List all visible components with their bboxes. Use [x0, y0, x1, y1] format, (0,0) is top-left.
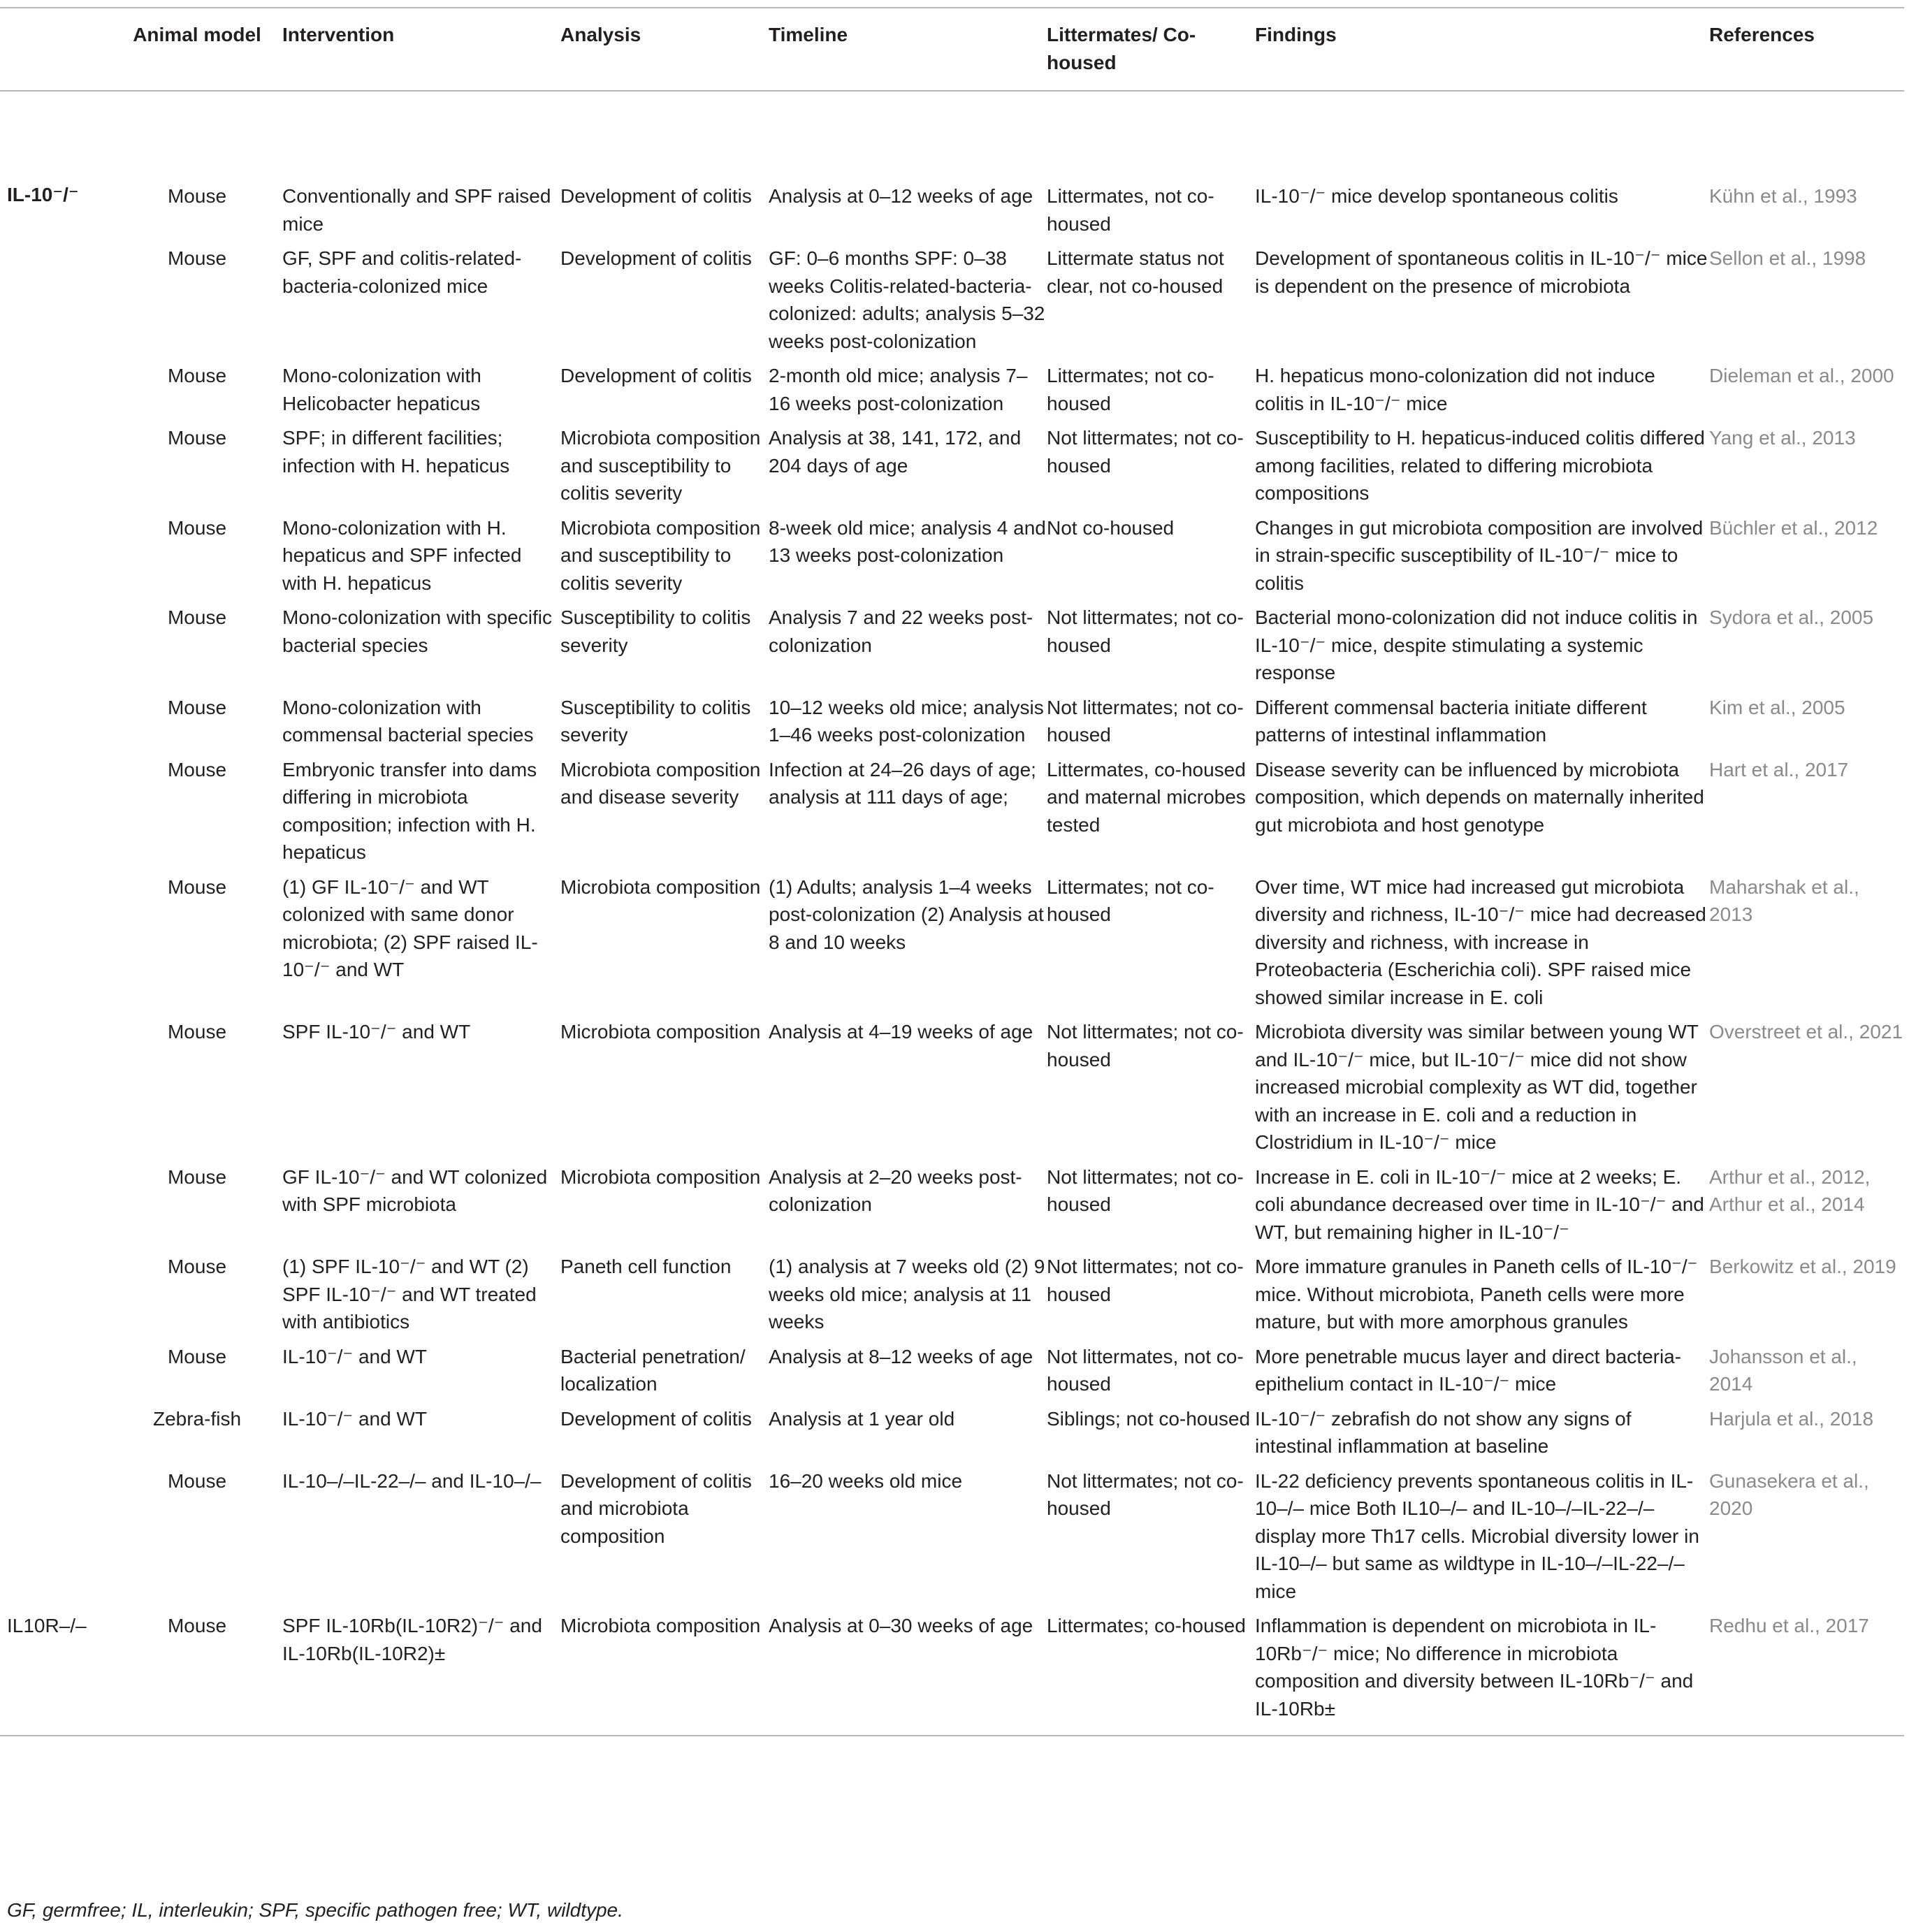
table-row [0, 690, 1904, 752]
analysis-cell: Microbiota composition and susceptibility to colitis severity [560, 516, 761, 594]
references-cell: Overstreet et al., 2021 [1709, 1021, 1903, 1043]
littermates-cell: Littermates; not co-housed [1047, 876, 1214, 925]
timeline-cell: Analysis at 8–12 weeks of age [769, 1345, 1033, 1367]
table-row [0, 752, 1904, 869]
littermates-cell: Siblings; not co-housed [1047, 1407, 1251, 1430]
intervention-cell: (1) GF IL-10⁻/⁻ and WT colonized with same donor microbiota; (2) SPF raised IL-10⁻/⁻ and WT [282, 876, 538, 980]
animal-model-cell: Mouse [167, 1615, 227, 1636]
animal-model-cell: Mouse [167, 247, 227, 269]
row-group [0, 869, 112, 1015]
table-row [0, 420, 1904, 510]
animal-model-cell: Mouse [167, 1469, 227, 1492]
littermates-cell: Littermates; co-housed [1047, 1615, 1246, 1636]
animal-model-cell: Zebra-fish [152, 1407, 242, 1430]
col-header-group [0, 8, 112, 91]
col-header-findings: Findings [1255, 24, 1337, 45]
animal-model-cell: Mouse [167, 1165, 227, 1188]
analysis-cell: Microbiota composition and susceptibility to colitis severity [560, 427, 761, 504]
intervention-cell: SPF IL-10⁻/⁻ and WT [282, 1021, 471, 1043]
findings-cell: Increase in E. coli in IL-10⁻/⁻ mice at 2 weeks; E. coli abundance decreased over time in IL-10⁻/⁻ and WT, but remaining higher in IL-10⁻/⁻ [1255, 1165, 1704, 1243]
col-header-animal-model: Animal model [133, 24, 261, 45]
analysis-cell: Development of colitis [560, 247, 752, 269]
animal-model-cell: Mouse [167, 516, 227, 539]
references-cell: Harjula et al., 2018 [1709, 1407, 1874, 1430]
timeline-cell: Analysis at 0–30 weeks of age [769, 1615, 1033, 1636]
intervention-cell: (1) SPF IL-10⁻/⁻ and WT (2) SPF IL-10⁻/⁻ and WT treated with antibiotics [282, 1256, 537, 1332]
analysis-cell: Development of colitis [560, 185, 752, 207]
timeline-cell: Analysis 7 and 22 weeks post-colonization [769, 607, 1033, 656]
row-group [0, 690, 112, 752]
analysis-cell: Microbiota composition [560, 1615, 761, 1636]
intervention-cell: GF, SPF and colitis-related-bacteria-colonized mice [282, 247, 522, 297]
intervention-cell: Mono-colonization with Helicobacter hepaticus [282, 365, 481, 414]
timeline-cell: 10–12 weeks old mice; analysis 1–46 weeks post-colonization [769, 696, 1044, 746]
analysis-cell: Microbiota composition [560, 1165, 761, 1188]
littermates-cell: Not littermates; not co-housed [1047, 1256, 1244, 1305]
animal-model-cell: Mouse [167, 1021, 227, 1043]
references-cell: Kühn et al., 1993 [1709, 185, 1857, 207]
analysis-cell: Microbiota composition and disease severity [560, 758, 761, 808]
littermates-cell: Littermate status not clear, not co-housed [1047, 247, 1224, 297]
intervention-cell: Conventionally and SPF raised mice [282, 185, 551, 235]
row-group [0, 1014, 112, 1159]
findings-cell: More immature granules in Paneth cells of IL-10⁻/⁻ mice. Without microbiota, Paneth cells were more mature, but with more amorphous granules [1255, 1256, 1698, 1332]
animal-model-cell: Mouse [167, 758, 227, 780]
findings-cell: Disease severity can be influenced by microbiota composition, which depends on maternally inherited gut microbiota and host genotype [1255, 758, 1704, 836]
row-group [0, 1249, 112, 1339]
animal-model-cell: Mouse [167, 607, 227, 628]
table-row [0, 358, 1904, 420]
row-group: IL10R–/– [7, 1615, 87, 1636]
intervention-cell: Mono-colonization with commensal bacterial species [282, 696, 534, 746]
literature-table [0, 7, 1904, 1736]
intervention-cell: Mono-colonization with H. hepaticus and SPF infected with H. hepaticus [282, 516, 522, 594]
intervention-cell: IL-10–/–IL-22–/– and IL-10–/– [282, 1469, 542, 1492]
table-row [0, 510, 1904, 600]
references-cell: Berkowitz et al., 2019 [1709, 1256, 1896, 1277]
references-cell: Gunasekera et al., 2020 [1709, 1469, 1869, 1519]
timeline-cell: Infection at 24–26 days of age; analysis at 111 days of age; [769, 758, 1036, 808]
littermates-cell: Not littermates; not co-housed [1047, 607, 1244, 656]
analysis-cell: Susceptibility to colitis severity [560, 696, 751, 746]
header-row [0, 8, 1904, 91]
analysis-cell: Bacterial penetration/ localization [560, 1345, 746, 1395]
timeline-cell: GF: 0–6 months SPF: 0–38 weeks Colitis-related-bacteria-colonized: adults; analysis 5–32 weeks post-colonization [769, 247, 1045, 352]
row-group [0, 240, 112, 358]
footnote: GF, germfree; IL, interleukin; SPF, specific pathogen free; WT, wildtype. [7, 1899, 623, 1921]
intervention-cell: IL-10⁻/⁻ and WT [282, 1407, 427, 1430]
row-group [0, 420, 112, 510]
timeline-cell: Analysis at 4–19 weeks of age [769, 1021, 1033, 1043]
row-group [0, 1463, 112, 1608]
intervention-cell: GF IL-10⁻/⁻ and WT colonized with SPF microbiota [282, 1165, 548, 1215]
animal-model-cell: Mouse [167, 696, 227, 718]
littermates-cell: Not littermates, not co-housed [1047, 1345, 1244, 1395]
references-cell: Büchler et al., 2012 [1709, 516, 1878, 539]
intervention-cell: SPF IL-10Rb(IL-10R2)⁻/⁻ and IL-10Rb(IL-10R2)± [282, 1615, 542, 1664]
animal-model-cell: Mouse [167, 427, 227, 449]
references-cell: Sydora et al., 2005 [1709, 607, 1874, 628]
row-group [0, 1401, 112, 1463]
timeline-cell: (1) analysis at 7 weeks old (2) 9 weeks old mice; analysis at 11 weeks [769, 1256, 1045, 1332]
col-header-analysis: Analysis [560, 24, 641, 45]
analysis-cell: Development of colitis and microbiota composition [560, 1469, 752, 1547]
intervention-cell: Embryonic transfer into dams differing in microbiota composition; infection with H. hepaticus [282, 758, 537, 863]
table-row [0, 240, 1904, 358]
animal-model-cell: Mouse [167, 185, 227, 207]
littermates-cell: Not littermates; not co-housed [1047, 1165, 1244, 1215]
row-group [0, 510, 112, 600]
animal-model-cell: Mouse [167, 365, 227, 386]
references-cell: Hart et al., 2017 [1709, 758, 1849, 780]
intervention-cell: Mono-colonization with specific bacterial species [282, 607, 552, 656]
animal-model-cell: Mouse [167, 1256, 227, 1277]
table-row [0, 91, 1904, 240]
table-row [0, 869, 1904, 1015]
littermates-cell: Littermates; not co-housed [1047, 365, 1214, 414]
col-header-timeline: Timeline [769, 24, 848, 45]
animal-model-cell: Mouse [167, 1345, 227, 1367]
findings-cell: IL-10⁻/⁻ mice develop spontaneous colitis [1255, 185, 1618, 207]
row-group [0, 358, 112, 420]
analysis-cell: Development of colitis [560, 1407, 752, 1430]
littermates-cell: Littermates, co-housed and maternal microbes tested [1047, 758, 1246, 836]
references-cell: Sellon et al., 1998 [1709, 247, 1866, 269]
findings-cell: More penetrable mucus layer and direct bacteria-epithelium contact in IL-10⁻/⁻ mice [1255, 1345, 1682, 1395]
table-row [0, 1159, 1904, 1249]
findings-cell: Susceptibility to H. hepaticus-induced colitis differed among facilities, related to differing microbiota compositions [1255, 427, 1705, 504]
references-cell: Yang et al., 2013 [1709, 427, 1856, 449]
col-header-littermates: Littermates/ Co-housed [1047, 24, 1196, 73]
findings-cell: Bacterial mono-colonization did not induce colitis in IL-10⁻/⁻ mice, despite stimulating a systemic response [1255, 607, 1698, 683]
littermates-cell: Not littermates; not co-housed [1047, 1469, 1244, 1519]
littermates-cell: Not co-housed [1047, 516, 1175, 539]
references-cell: Kim et al., 2005 [1709, 696, 1845, 718]
littermates-cell: Littermates, not co-housed [1047, 185, 1214, 235]
analysis-cell: Microbiota composition [560, 1021, 761, 1043]
references-cell: Dieleman et al., 2000 [1709, 365, 1894, 386]
references-cell: Maharshak et al., 2013 [1709, 876, 1859, 925]
analysis-cell: Susceptibility to colitis severity [560, 607, 751, 656]
findings-cell: Inflammation is dependent on microbiota in IL-10Rb⁻/⁻ mice; No difference in microbiota composition and diversity between IL-10Rb⁻/⁻ and IL-10Rb± [1255, 1615, 1694, 1720]
findings-cell: Development of spontaneous colitis in IL-10⁻/⁻ mice is dependent on the presence of microbiota [1255, 247, 1708, 297]
row-group [0, 1339, 112, 1401]
findings-cell: H. hepaticus mono-colonization did not induce colitis in IL-10⁻/⁻ mice [1255, 365, 1655, 414]
col-header-references: References [1709, 24, 1815, 45]
timeline-cell: (1) Adults; analysis 1–4 weeks post-colonization (2) Analysis at 8 and 10 weeks [769, 876, 1044, 953]
table-row [0, 1339, 1904, 1401]
analysis-cell: Paneth cell function [560, 1256, 732, 1277]
row-group [0, 752, 112, 869]
table-body [0, 91, 1904, 1736]
analysis-cell: Microbiota composition [560, 876, 761, 898]
table-row [0, 1463, 1904, 1608]
row-group: IL-10⁻/⁻ [7, 184, 79, 205]
timeline-cell: Analysis at 38, 141, 172, and 204 days of age [769, 427, 1022, 477]
timeline-cell: Analysis at 2–20 weeks post-colonization [769, 1165, 1022, 1215]
timeline-cell: Analysis at 0–12 weeks of age [769, 185, 1033, 207]
littermates-cell: Not littermates; not co-housed [1047, 696, 1244, 746]
references-cell: Arthur et al., 2012, Arthur et al., 2014 [1709, 1165, 1871, 1215]
references-cell: Redhu et al., 2017 [1709, 1615, 1869, 1636]
col-header-intervention: Intervention [282, 24, 395, 45]
timeline-cell: 16–20 weeks old mice [769, 1469, 963, 1492]
animal-model-cell: Mouse [167, 876, 227, 898]
findings-cell: IL-10⁻/⁻ zebrafish do not show any signs of intestinal inflammation at baseline [1255, 1407, 1632, 1457]
intervention-cell: SPF; in different facilities; infection with H. hepaticus [282, 427, 510, 477]
table-row [0, 1249, 1904, 1339]
findings-cell: Changes in gut microbiota composition are involved in strain-specific susceptibility of IL-10⁻/⁻ mice to colitis [1255, 516, 1704, 594]
littermates-cell: Not littermates; not co-housed [1047, 1021, 1244, 1070]
references-cell: Johansson et al., 2014 [1709, 1345, 1857, 1395]
findings-cell: Microbiota diversity was similar between young WT and IL-10⁻/⁻ mice, but IL-10⁻/⁻ mice did not show increased microbial complexity as WT did, together with an increase in E. coli and a reduction in Clostridium in IL-10⁻/⁻ mice [1255, 1021, 1699, 1153]
findings-cell: Different commensal bacteria initiate different patterns of intestinal inflammation [1255, 696, 1647, 746]
table-row [0, 1401, 1904, 1463]
table-row [0, 1014, 1904, 1159]
table-row [0, 1608, 1904, 1736]
analysis-cell: Development of colitis [560, 365, 752, 386]
timeline-cell: Analysis at 1 year old [769, 1407, 955, 1430]
row-group [0, 600, 112, 690]
timeline-cell: 2-month old mice; analysis 7–16 weeks post-colonization [769, 365, 1028, 414]
row-group [0, 1159, 112, 1249]
intervention-cell: IL-10⁻/⁻ and WT [282, 1345, 427, 1367]
littermates-cell: Not littermates; not co-housed [1047, 427, 1244, 477]
table-row [0, 600, 1904, 690]
timeline-cell: 8-week old mice; analysis 4 and 13 weeks post-colonization [769, 516, 1046, 566]
findings-cell: Over time, WT mice had increased gut microbiota diversity and richness, IL-10⁻/⁻ mice had decreased diversity and richness, with increase in Proteobacteria (Escherichia coli). SPF raised mice showed similar increase in E. coli [1255, 876, 1706, 1008]
findings-cell: IL-22 deficiency prevents spontaneous colitis in IL-10–/– mice Both IL10–/– and IL-10–/–IL-22–/– display more Th17 cells. Microbial diversity lower in IL-10–/– but same as wildtype in IL-10–/–IL-22–/– mice [1255, 1469, 1699, 1602]
